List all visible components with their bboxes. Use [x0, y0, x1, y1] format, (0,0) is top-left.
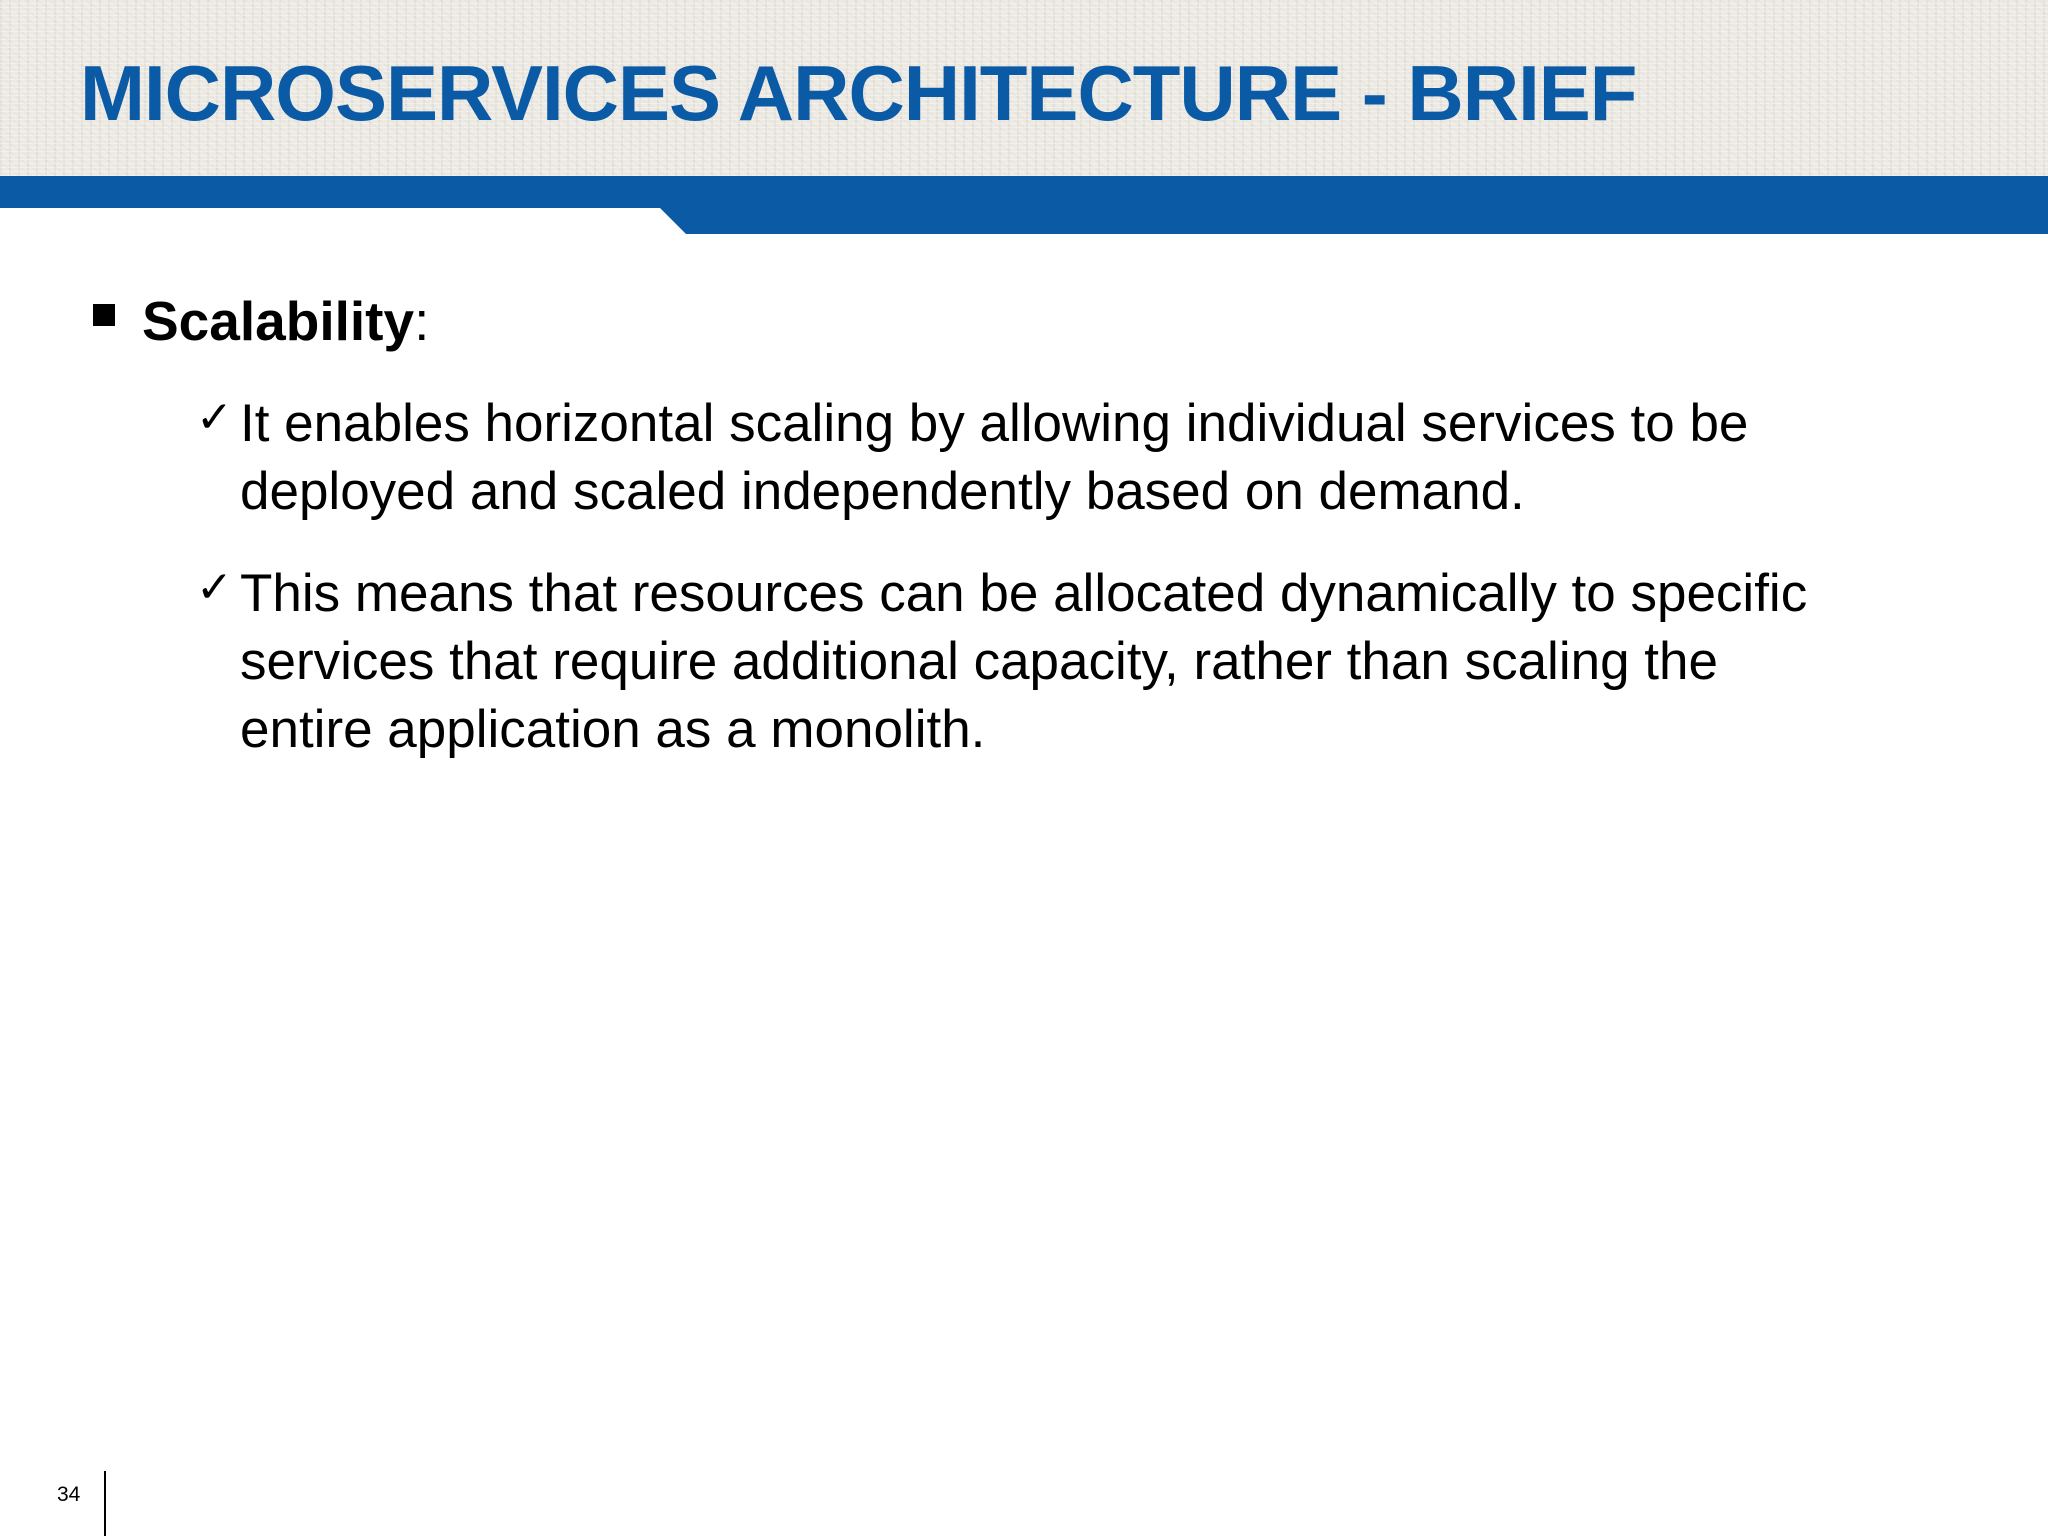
page-number: 34 — [57, 1483, 81, 1506]
header-band-shape — [0, 176, 2048, 234]
sub-bullet-2-line-3: entire application as a monolith. — [240, 700, 986, 759]
main-bullet — [142, 288, 429, 354]
sub-bullet-1-line-2: deployed and scaled independently based on demand. — [240, 462, 1525, 521]
slide-title: MICROSERVICES ARCHITECTURE - BRIEF — [80, 49, 1637, 137]
header-band — [0, 176, 2048, 236]
sub-bullet-1-line-1: It enables horizontal scaling by allowing individual services to be — [240, 394, 1749, 453]
main-bullet-label: Scalability — [142, 290, 415, 352]
square-bullet-icon — [93, 304, 115, 326]
main-bullet-suffix: : — [414, 290, 430, 352]
page-number-divider — [104, 1471, 106, 1536]
checkmark-icon: ✓ — [196, 392, 233, 443]
sub-bullet-1-text — [240, 390, 1940, 526]
checkmark-icon: ✓ — [196, 562, 233, 613]
sub-bullet-2-line-1: This means that resources can be allocated dynamically to specific — [240, 564, 1808, 623]
sub-bullet-2-text — [240, 560, 1940, 764]
sub-bullet-2-line-2: services that require additional capacity, rather than scaling the — [240, 632, 1718, 691]
